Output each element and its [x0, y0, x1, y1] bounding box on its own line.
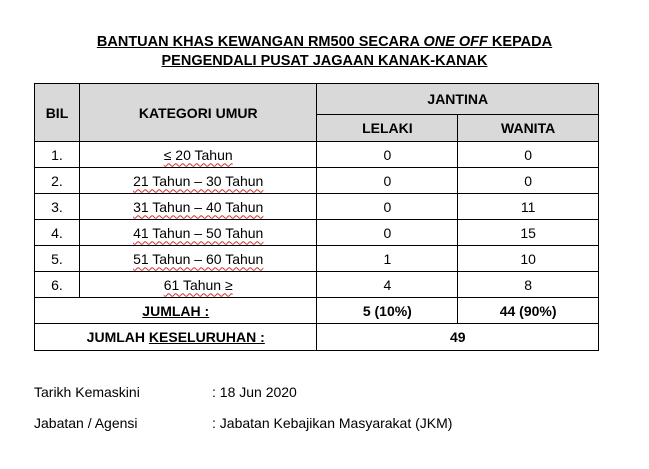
title-line-2: PENGENDALI PUSAT JAGAAN KANAK-KANAK — [161, 53, 488, 69]
row-bil: 3. — [35, 194, 80, 220]
row-kategori: 51 Tahun – 60 Tahun — [79, 246, 317, 272]
row-wanita: 10 — [458, 246, 599, 272]
row-bil: 4. — [35, 220, 80, 246]
row-wanita: 11 — [458, 194, 599, 220]
row-bil: 1. — [35, 142, 80, 168]
table-row — [35, 220, 599, 246]
row-wanita: 0 — [458, 142, 599, 168]
row-lelaki: 0 — [317, 220, 458, 246]
row-lelaki: 4 — [317, 272, 458, 298]
document-title — [0, 33, 649, 71]
jumlah-keseluruhan-row — [35, 324, 599, 351]
jabatan-label: Jabatan / Agensi — [34, 415, 138, 431]
row-bil: 5. — [35, 246, 80, 272]
row-lelaki: 0 — [317, 168, 458, 194]
table-row — [35, 246, 599, 272]
row-kategori: 31 Tahun – 40 Tahun — [79, 194, 317, 220]
tarikh-value: : 18 Jun 2020 — [212, 384, 297, 400]
row-bil: 6. — [35, 272, 80, 298]
jumlah-keseluruhan-value: 49 — [317, 324, 599, 351]
row-wanita: 8 — [458, 272, 599, 298]
row-kategori: 21 Tahun – 30 Tahun — [79, 168, 317, 194]
header-lelaki: LELAKI — [317, 115, 458, 142]
header-bil: BIL — [35, 84, 80, 142]
header-jantina: JANTINA — [317, 84, 599, 115]
header-wanita: WANITA — [458, 115, 599, 142]
jumlah-lelaki: 5 (10%) — [317, 298, 458, 324]
jabatan-value: : Jabatan Kebajikan Masyarakat (JKM) — [212, 415, 453, 431]
jumlah-row — [35, 298, 599, 324]
row-bil: 2. — [35, 168, 80, 194]
row-wanita: 15 — [458, 220, 599, 246]
row-lelaki: 0 — [317, 194, 458, 220]
title-emphasis: ONE OFF — [423, 34, 488, 50]
row-wanita: 0 — [458, 168, 599, 194]
header-kategori-umur: KATEGORI UMUR — [79, 84, 317, 142]
row-kategori: ≤ 20 Tahun — [79, 142, 317, 168]
jumlah-keseluruhan-label: JUMLAH KESELURUHAN : — [35, 324, 317, 351]
title-line-1: BANTUAN KHAS KEWANGAN RM500 SECARA ONE OFF KEPADA — [96, 34, 553, 50]
row-lelaki: 0 — [317, 142, 458, 168]
tarikh-label: Tarikh Kemaskini — [34, 384, 140, 400]
table-row — [35, 194, 599, 220]
table-row — [35, 272, 599, 298]
row-kategori: 41 Tahun – 50 Tahun — [79, 220, 317, 246]
table-row — [35, 142, 599, 168]
row-lelaki: 1 — [317, 246, 458, 272]
jumlah-wanita: 44 (90%) — [458, 298, 599, 324]
data-table — [34, 83, 599, 351]
row-kategori: 61 Tahun ≥ — [79, 272, 317, 298]
jumlah-label: JUMLAH : — [35, 298, 317, 324]
table-row — [35, 168, 599, 194]
